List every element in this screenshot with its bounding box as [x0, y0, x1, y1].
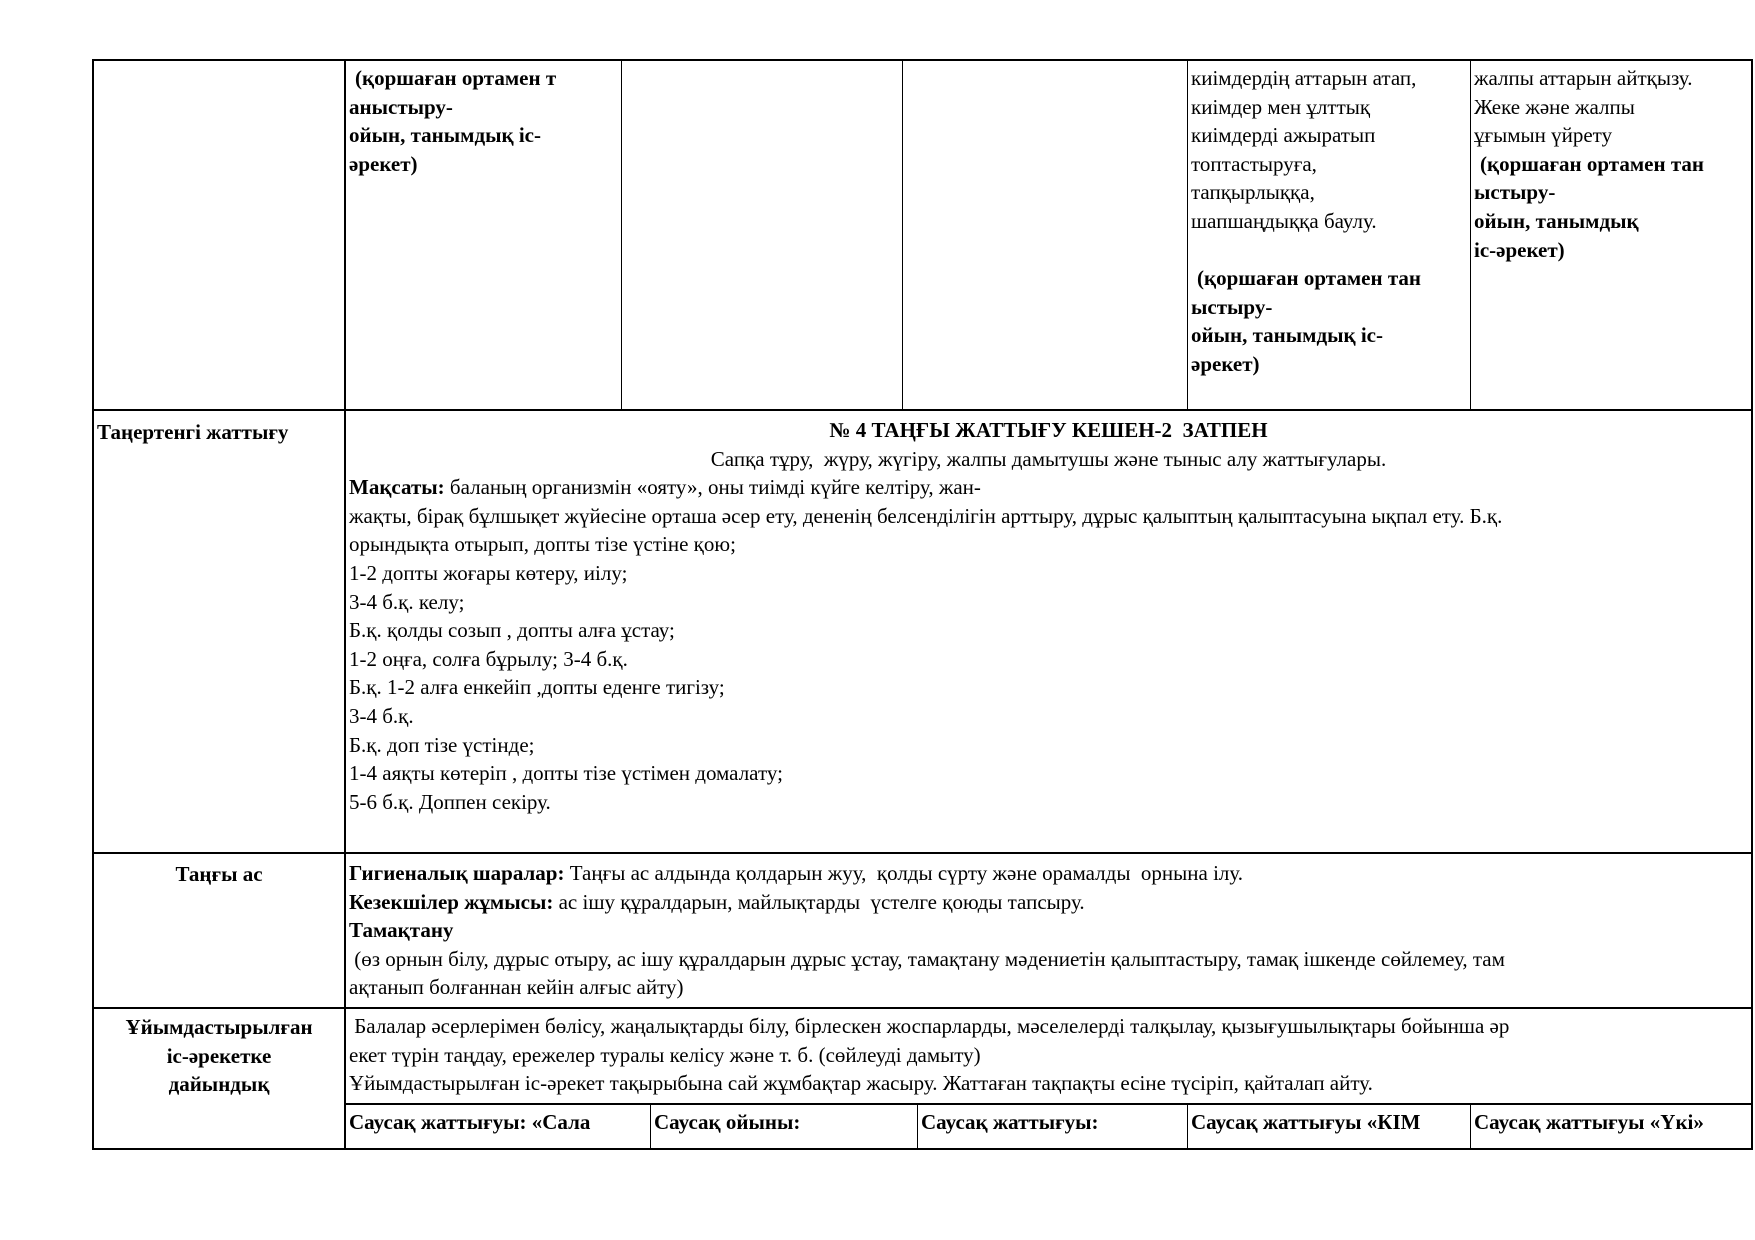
finger-exercise-cell — [651, 1106, 917, 1148]
text-line: әрекет) — [1191, 351, 1260, 376]
text-line: (өз орнын білу, дұрыс отыру, ас ішу құралдарын дұрыс ұстау, тамақтану мәдениетін қалыптастыру, тамақ ішкенде сөйлемеу, там — [349, 946, 1505, 971]
top-row-col6 — [1471, 62, 1751, 407]
goal-label: Мақсаты: — [349, 475, 445, 500]
finger-exercise-title: Саусақ ойыны: — [654, 1110, 801, 1134]
goal-text: баланың организмін «ояту», оны тиімді күйге келтіру, жан- — [444, 475, 981, 500]
row-label: дайындық — [168, 1072, 270, 1097]
text-line: Балалар әсерлерімен бөлісу, жаңалықтарды білу, бірлескен жоспарларды, мәселелерді талқылау, қызығушылықтары бойынша әр — [349, 1014, 1510, 1038]
preparation-content — [346, 1010, 1751, 1103]
finger-exercise-cell — [1188, 1106, 1470, 1148]
finger-exercise-cell — [918, 1106, 1187, 1148]
row-divider — [92, 852, 1753, 854]
text-line: ойын, танымдық іс- — [1191, 323, 1383, 348]
text-line: 1-2 оңға, солға бұрылу; 3-4 б.қ. — [349, 646, 628, 671]
row-label-morning-exercise — [94, 416, 344, 850]
column-divider — [621, 60, 622, 409]
text-line: Ұйымдастырылған іс-әрекет тақырыбына сай жұмбақтар жасыру. Жаттаған тақпақты есіне түсіріп, қайталап айту. — [349, 1071, 1373, 1096]
text-line: киімдерді ажыратып — [1191, 123, 1376, 148]
row-label: Таңғы ас — [175, 862, 263, 886]
text-line: аныстыру- — [349, 94, 453, 119]
text-line: (қоршаған ортамен тан — [1197, 266, 1422, 291]
hygiene-label: Гигиеналық шаралар: — [349, 861, 565, 885]
row-label: Ұйымдастырылған — [125, 1015, 313, 1039]
exercise-title: № 4 ТАҢҒЫ ЖАТТЫҒУ КЕШЕН-2 ЗАТПЕН — [829, 418, 1268, 442]
text-line: ұғымын үйрету — [1474, 123, 1613, 148]
exercise-subtitle: Сапқа тұру, жүру, жүгіру, жалпы дамытушы және тыныс алу жаттығулары. — [710, 446, 1387, 471]
text-line: іс-әрекет) — [1474, 237, 1565, 262]
duty-label: Кезекшілер жұмысы: — [349, 889, 554, 914]
row-label: іс-әрекетке — [166, 1043, 272, 1068]
row-label-breakfast — [94, 858, 344, 1006]
table-border-right — [1751, 59, 1753, 1150]
text-line: орындықта отырып, допты тізе үстіне қою; — [349, 532, 736, 557]
text-line: тапқырлыққа, — [1191, 180, 1315, 205]
text-line: Жеке және жалпы — [1474, 94, 1635, 119]
duty-line — [349, 888, 1748, 917]
finger-exercise-cell — [1471, 1106, 1751, 1148]
text-line: 1-2 допты жоғары көтеру, иілу; — [349, 560, 628, 585]
text-line: Б.қ. қолды созып , допты алға ұстау; — [349, 618, 675, 643]
finger-exercise-title: Саусақ жаттығуы «Үкі» — [1474, 1110, 1704, 1134]
morning-exercise-content — [346, 414, 1751, 850]
row-divider — [92, 409, 1753, 411]
text-line: 5-6 б.қ. Доппен секіру. — [349, 789, 551, 814]
top-row-col2 — [346, 62, 621, 407]
table-border-bottom — [92, 1148, 1753, 1150]
row-label-preparation — [94, 1011, 344, 1147]
table-border-top — [92, 59, 1753, 61]
duty-text: ас ішу құралдарын, майлықтарды үстелге қоюды тапсыру. — [553, 889, 1085, 914]
text-line: 3-4 б.қ. — [349, 703, 414, 728]
text-line: екет түрін таңдау, ережелер туралы келісу және т. б. (сөйлеуді дамыту) — [349, 1042, 981, 1067]
text-line: Б.қ. 1-2 алға енкейіп ,допты еденге тигізу; — [349, 675, 725, 700]
text-line: Б.қ. доп тізе үстінде; — [349, 732, 535, 757]
row-divider — [345, 1103, 1753, 1105]
text-line: жалпы аттарын айтқызу. — [1474, 66, 1693, 90]
hygiene-text: Таңғы ас алдында қолдарын жуу, қолды сүрту және орамалды орнына ілу. — [564, 861, 1244, 885]
blank-line — [1191, 236, 1467, 265]
row-label: Таңертенгі жаттығу — [97, 420, 289, 444]
text-line: (қоршаған ортамен т — [355, 66, 557, 90]
text-line: киімдердің аттарын атап, — [1191, 66, 1417, 90]
finger-exercise-title: Саусақ жаттығуы: — [921, 1110, 1099, 1134]
finger-exercise-cell — [346, 1106, 650, 1148]
column-divider — [902, 60, 903, 409]
text-line: ойын, танымдық іс- — [349, 123, 541, 148]
text-line: ыстыру- — [1474, 180, 1556, 205]
top-row-col5 — [1188, 62, 1470, 407]
eating-label: Тамақтану — [349, 918, 454, 943]
breakfast-content — [346, 857, 1751, 1007]
text-line: (қоршаған ортамен тан — [1480, 151, 1705, 176]
hygiene-line — [349, 859, 1748, 888]
text-line: шапшаңдыққа баулу. — [1191, 208, 1377, 233]
text-line: топтастыруға, — [1191, 151, 1317, 176]
text-line: ақтанып болғаннан кейін алғыс айту) — [349, 975, 684, 1000]
text-line: киімдер мен ұлттық — [1191, 94, 1371, 119]
text-line: ыстыру- — [1191, 294, 1273, 319]
text-line: 1-4 аяқты көтеріп , допты тізе үстімен домалату; — [349, 761, 783, 786]
text-line: 3-4 б.қ. келу; — [349, 589, 465, 614]
text-line: жақты, бірақ бұлшықет жүйесіне орташа әсер ету, дененің белсенділігін арттыру, дұрыс қалыптың қалыптасуына ықпал ету. Б.қ. — [349, 503, 1503, 528]
finger-exercise-title: Саусақ жаттығуы «КІМ — [1191, 1110, 1421, 1134]
text-line: әрекет) — [349, 151, 418, 176]
finger-exercise-title: Саусақ жаттығуы: «Сала — [349, 1110, 591, 1134]
row-divider — [92, 1007, 1753, 1009]
text-line: ойын, танымдық — [1474, 208, 1639, 233]
goal-line — [349, 473, 1748, 502]
